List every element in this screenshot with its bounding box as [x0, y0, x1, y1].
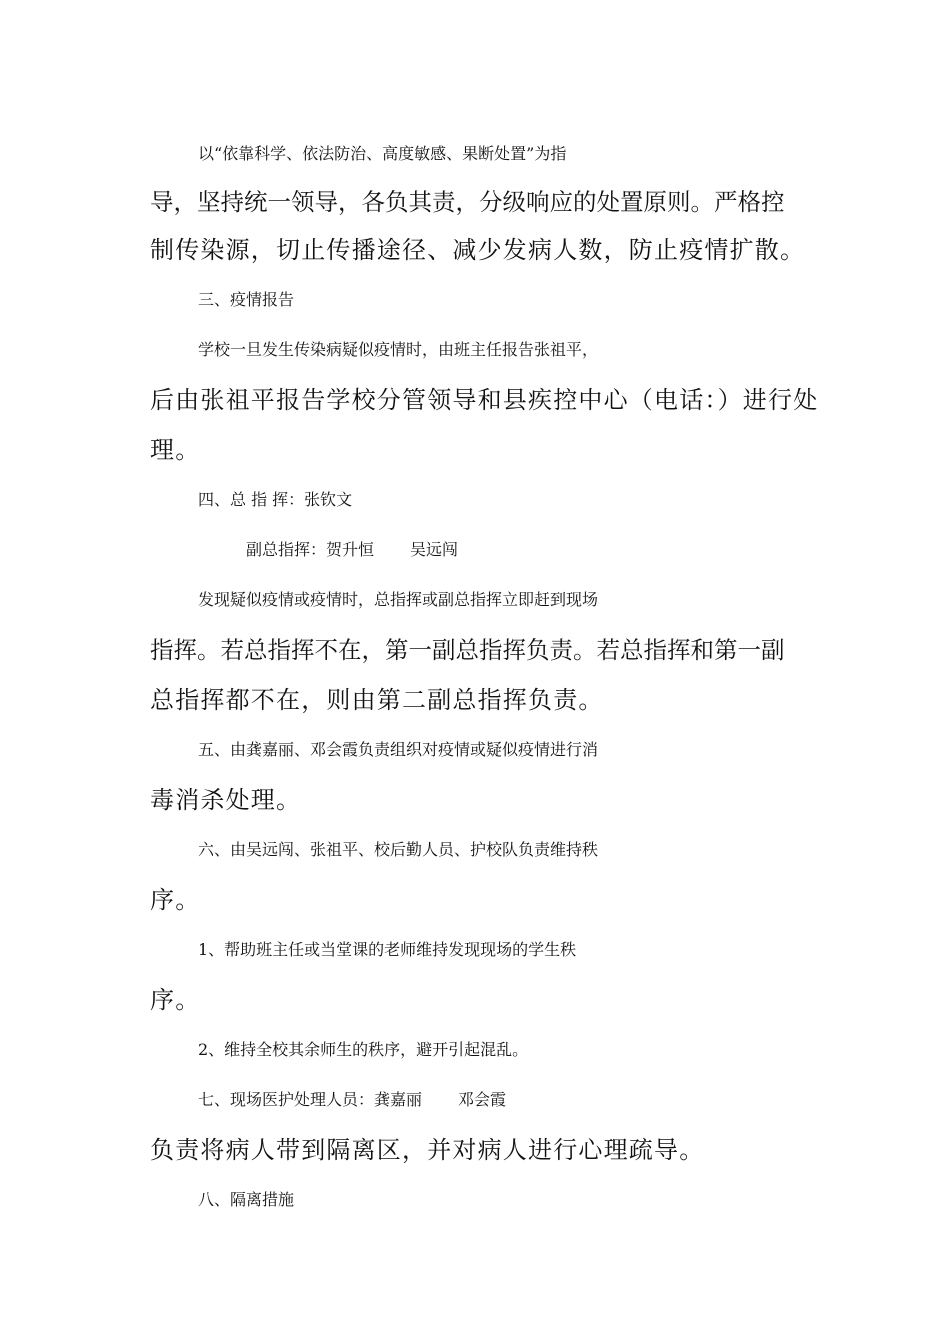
section-heading: 四、总 指 挥：张钦文 [198, 490, 353, 509]
paragraph-line: 序。 [150, 886, 201, 914]
paragraph-line: 学校一旦发生传染病疑似疫情时，由班主任报告张祖平， [198, 340, 599, 359]
paragraph-line: 总指挥都不在，则由第二副总指挥负责。 [150, 686, 604, 714]
medical-staff-1: 七、现场医护处理人员：龚嘉丽 [198, 1090, 423, 1109]
list-item: 1、帮助班主任或当堂课的老师维持发现现场的学生秩 [198, 940, 577, 959]
paragraph-line: 制传染源，切止传播途径、减少发病人数，防止疫情扩散。 [150, 236, 806, 264]
paragraph-line: 指挥。若总指挥不在，第一副总指挥负责。若总指挥和第一副 [150, 636, 785, 664]
section-heading: 八、隔离措施 [198, 1190, 295, 1209]
section-heading: 三、疫情报告 [198, 290, 295, 309]
paragraph-line: 序。 [150, 986, 201, 1014]
paragraph-line: 发现疑似疫情或疫情时，总指挥或副总指挥立即赶到现场 [198, 590, 599, 609]
paragraph-line: 毒消杀处理。 [150, 786, 302, 814]
paragraph-line: 以“依靠科学、依法防治、高度敏感、果断处置”为指 [198, 144, 567, 163]
paragraph-line: 理。 [150, 436, 201, 464]
medical-staff-2: 邓会霞 [458, 1090, 507, 1109]
paragraph-line: 后由张祖平报告学校分管领导和县疾控中心（电话：）进行处 [150, 386, 819, 414]
deputy-commander-1: 副总指挥：贺升恒 [246, 540, 375, 559]
section-heading: 六、由吴远闯、张祖平、校后勤人员、护校队负责维持秩 [198, 840, 599, 859]
deputy-commander-2: 吴远闯 [410, 540, 459, 559]
paragraph-line: 负责将病人带到隔离区，并对病人进行心理疏导。 [150, 1136, 705, 1164]
section-heading: 五、由龚嘉丽、邓会霞负责组织对疫情或疑似疫情进行消 [198, 740, 599, 759]
list-item: 2、维持全校其余师生的秩序，避开引起混乱。 [198, 1040, 529, 1059]
deputy-commander-line [246, 534, 906, 566]
paragraph-line: 导，坚持统一领导，各负其责，分级响应的处置原则。严格控 [150, 188, 785, 216]
medical-staff-line [198, 1084, 858, 1116]
